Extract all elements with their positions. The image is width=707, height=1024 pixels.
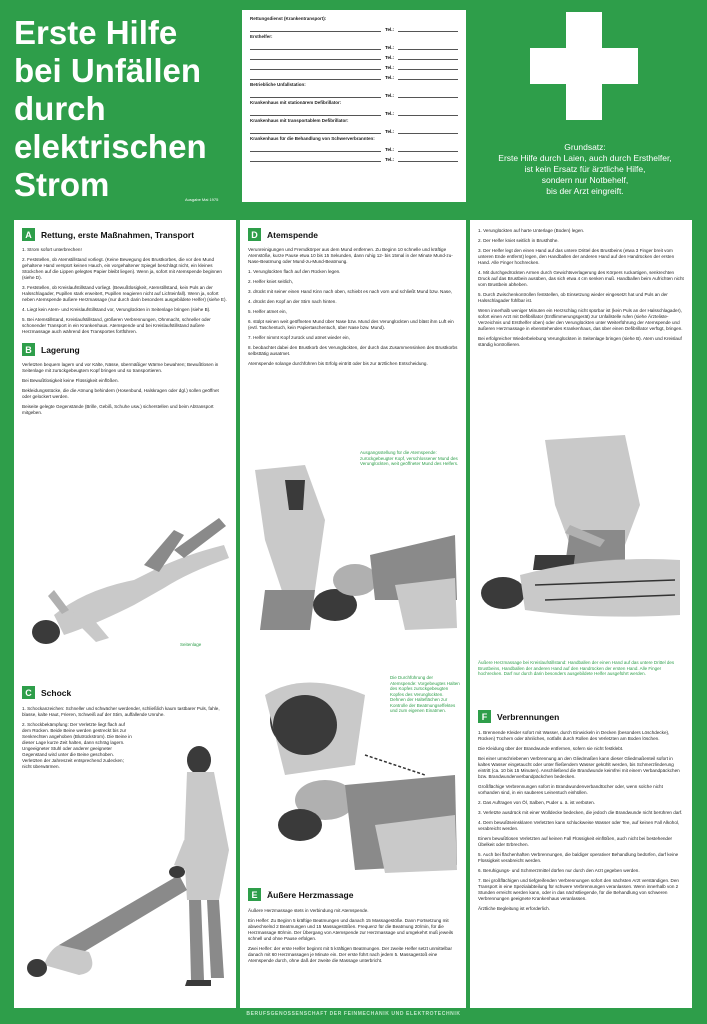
section-text: 5. Durch Zwischenkontrollen feststellen, ob Einsetzung wieder eingesetzt hat und Puls an der Halsschlagader fühlbar ist.: [478, 292, 668, 303]
form-label: Rettungsdienst (Krankentransport):: [250, 16, 327, 21]
shock-position-illustration: [19, 740, 234, 995]
form-line[interactable]: Tel.:: [250, 62, 458, 70]
column-middle: [240, 220, 466, 1008]
recovery-position-illustration: [24, 510, 229, 650]
mouth-to-nose-illustration: [245, 460, 460, 640]
chest-compression-caption: Äußere Herzmassage bei Kreislaufstillstand: Handballen der einen Hand auf das untere Drittel des Brustbeins, Handballen der anderen Hand auf den Handrücken der ersten Hand. Alle Finger hochrecken. Darf nur durch darin besonders ausgebildete Helfer ausgeführt werden.: [478, 660, 675, 676]
section-text: Bei erfolgreicher Wiederbelebung Verunglückten in Seitenlage bringen (siehe B). Atem und Kreislauf ständig kontrollieren.: [478, 336, 682, 347]
breathing-start-caption: Ausgangsstellung für die Atemspende: zurückgebeugter Kopf, verschlossener Mund des Verunglückten, weit geöffneter Mund des Helfers.: [360, 450, 459, 466]
section-text: 4. Mit durchgedrückten Armen durch Gewichtsverlagerung des Körpers ruckartigen, senkrechten Druck auf das Brustbein ausüben, das sich etwa 4 cm senken muß. Handballen beim Aufrichten nicht vom Brustbein abheben.: [478, 270, 684, 287]
section-text: Ein Helfer: Zu Beginn 5 kräftige Beatmungen und danach 15 Massagestöße. Dann Fortsetzung mit abwechselnd 2 Beatmungen und 15 Massagestößen. Frequenz für die Beatmung 20/min, für die Herzmassage 80/min. Der Übergang von Atemspende zur Herzmassage und umgekehrt muß jeweils schnell und ohne Pause erfolgen.: [248, 918, 454, 941]
title-line: elektrischen: [14, 128, 207, 165]
section-text: 1. Verunglückten flach auf den Rücken legen.: [248, 269, 341, 274]
section-text: 4. Dem bewußtseinsklaren Verletzten kann schluckweise Wasser oder Tee, auf keinen Fall Alkohol, verabreicht werden.: [478, 820, 680, 831]
section-b-header: [22, 343, 228, 356]
section-text: 2. Feststellen, ob Atemstillstand vorliegt. (Keine Bewegung des Brustkorbes, die vor den Mund gehaltene Hand verspürt keinen Hauch, ein vorgehaltener Spiegel beschlägt nicht, ein kleines Stückchen auf die Lippen gelegtes Papier bleibt liegen). Wenn ja, sofort mit Atemspende beginnen (siehe D).: [22, 257, 222, 280]
form-line[interactable]: Tel.:: [250, 42, 458, 50]
section-text: Die Kleidung über der Brandwunde entfernen, sofern sie nicht festklebt.: [478, 746, 624, 751]
section-a-header: [22, 228, 228, 241]
form-line[interactable]: Tel.:: [250, 24, 458, 32]
section-text: 5. Bei Atemstillstand, Kreislaufstillstand, größeren Verbrennungen, Ohnmacht, schneller oder schonender Transport in ein Krankenhaus. Atemspende und bei Kreislaufstillstand äußere Herzmassage auch während des Transportes fortführen.: [22, 317, 211, 334]
title-line: bei Unfällen: [14, 52, 202, 89]
section-text: Wenn innerhalb weniger Minuten ein Herzschlag nicht spürbar ist (kein Puls an der Halsschlagader), sofort einen Arzt mit Defibrillator (Entflimmerungsgerät) zur Unfallstelle rufen (siehe Ärzteliste-Verzeichnis und Ersthelfer oben) oder den Verunglückten unter Weiterführung der Atemspende und äußeren Herzmassage in ebenstehendes Krankenhaus, das über einen Defibrillator verfügt, bringen.: [478, 308, 683, 331]
principle-statement: Grundsatz: Erste Hilfe durch Laien, auch durch Ersthelfer, ist kein Ersatz für ärztliche Hilfe, sondern nur Notbehelf, bis der Arzt eingreift.: [498, 142, 672, 196]
section-d-header: [248, 228, 458, 241]
section-text: 7. Helfer nimmt Kopf zurück und atmet wieder ein,: [248, 335, 350, 340]
section-text: Großflächige Verbrennungen sofort in Brandwundenverbandtücher oder, wenn solche nicht vorhanden sind, in ein sauberes Leinentuch einhüllen.: [478, 784, 663, 795]
title-line: durch: [14, 90, 106, 127]
section-f-header: [478, 710, 559, 723]
section-text: Beiseite gelegte Gegenstände (Brille, Gebiß, Schuhe usw.) sicherstellen und beim Abtransport mitgeben.: [22, 404, 214, 415]
edition-label: Ausgabe Mai 1975: [185, 197, 219, 202]
section-title: Rettung, erste Maßnahmen, Transport: [41, 229, 195, 240]
section-c-header: [22, 686, 71, 699]
first-aid-cross-icon: [530, 12, 638, 120]
section-text: 3. drückt mit seiner einen Hand Kinn nach oben, schiebt es nach vorn und schließt Mund bzw. Nase,: [248, 289, 453, 294]
section-text: 2. Das Auftragen von Öl, Salben, Puder u. ä. ist verboten.: [478, 800, 595, 805]
section-letter-badge: C: [22, 686, 35, 699]
section-text: Atemspende solange durchführen bis Erfolg eintritt oder bis zur ärztlichen Entscheidung.: [248, 361, 428, 366]
section-text: 5. Helfer atmet ein,: [248, 309, 287, 314]
section-text: Äußere Herzmassage stets in Verbindung mit Atemspende.: [248, 908, 369, 913]
column-left: [14, 220, 236, 1008]
column-right: [470, 220, 692, 1008]
section-text: 4. Liegt kein Atem- und Kreislaufstillstand vor, Verunglückten in Seitenlage bringen (siehe B).: [22, 307, 211, 312]
poster-title: [14, 14, 234, 204]
publisher-footer: BERUFSGENOSSENSCHAFT DER FEINMECHANIK UND ELEKTROTECHNIK: [246, 1011, 461, 1017]
form-label: Betriebliche Unfallstation:: [250, 82, 306, 87]
section-e-header: [248, 888, 353, 901]
section-title: Äußere Herzmassage: [267, 889, 354, 900]
section-text: 3. Der Helfer legt den einen Hand auf das untere Drittel des Brustbeins (etwa 3 Finger breit vom unteren Ende entfernt) legen, den Handballen der anderen Hand auf den Handrücken der ersten Hand. Alle Finger hochrecken.: [478, 248, 675, 265]
section-text: Bei Bewußtlosigkeit keine Flüssigkeit einflößen.: [22, 378, 119, 383]
section-text: 6. stülpt seinen weit geöffneten Mund über Nase bzw. Mund des Verunglückten und bläst ihm Luft ein (evtl. Taschentuch, kein Papiertaschentuch, über Nase bzw. Mund).: [248, 319, 454, 330]
form-line[interactable]: Tel.:: [250, 52, 458, 60]
section-letter-badge: B: [22, 343, 35, 356]
recovery-position-caption: Seitenlage: [180, 642, 202, 647]
form-label: Ersthelfer:: [250, 34, 273, 39]
form-label: Krankenhaus für die Behandlung von Schwerverbrannten:: [250, 136, 375, 141]
section-text: Bei einer umschriebenen Verbrennung an den Gliedmaßen kann dieser Gliedmaßenteil sofort in kaltes Wasser eingetaucht oder unter fließendem Wasser gekühlt werden, bis Schmerzlinderung eintritt (ca. 10 bis 15 Minuten). Anschließend die Brandwunde keimfrei mit einem Verbandpäckchen bzw. Brandwundenverbandpäckchen bedecken.: [478, 756, 680, 779]
section-text: 1. Strom sofort unterbrechen!: [22, 247, 82, 252]
chest-compression-illustration: [475, 435, 685, 630]
section-text: 8. beobachtet dabei den Brustkorb des Verunglückten, der durch das Zusammensinken des Brustkorbs selbsttätig ausatmet.: [248, 345, 458, 356]
section-text: 1. Schockanzeichen: Schneller und schwächer werdender, schließlich kaum tastbarer Puls, fahle, blasse, kalte Haut, Frieren, Schweiß auf der Stirn, auffallende Unruhe.: [22, 706, 220, 717]
form-line[interactable]: Tel.:: [250, 108, 458, 116]
title-line: Strom: [14, 166, 110, 203]
section-text: 1. Brennende Kleider sofort mit Wasser, durch Einwickeln in Decken (besonders Löschdecke), Rücken) Tüchern oder ähnliches, notfalls durch Rollen des Verletzten am Boden löschen.: [478, 730, 670, 741]
form-line[interactable]: Tel.:: [250, 144, 458, 152]
section-text: 3. Verletzte ausdrück mit einer Wolldecke bedecken, die jedoch die Brandwunde nicht berühren darf.: [478, 810, 683, 815]
form-line[interactable]: Tel.:: [250, 154, 458, 162]
section-text: Verletzten bequem lagern und vor Kälte, Nässe, übermäßiger Wärme bewahren; Bewußtlosen in Seitenlage mit zurückgebeugtem Kopf bringen und so transportieren.: [22, 362, 219, 373]
section-title: Lagerung: [41, 344, 80, 355]
section-text: Einem bewußtlosen Verletzten auf keinen Fall Flüssigkeit einflößen, auch nicht bei bestehender Übelkeit oder Erbrechen.: [478, 836, 673, 847]
section-title: Schock: [41, 687, 72, 698]
section-text: 7. Bei großflächigen und tiefgreifenden Verbrennungen sofort den nächsten Arzt verständigen. Den Transport in eine Spezialabteilung für schwere Verbrennungen veranlassen. Wenn innerhalb von 2 Stunden erreicht werden kann, oder in das nächstliegende, für die Behandlung von schweren Verbrennungen geeignete Krankenhaus veranlassen.: [478, 878, 679, 901]
section-letter-badge: A: [22, 228, 35, 241]
form-line[interactable]: Tel.:: [250, 126, 458, 134]
section-title: Verbrennungen: [497, 711, 560, 722]
section-letter-badge: D: [248, 228, 261, 241]
section-text: 5. Auch bei flächenhaften Verbrennungen, die baldiger operativer Behandlung bedürfen, darf keine Flüssigkeit verabreicht werden.: [478, 852, 679, 863]
form-label: Krankenhaus mit stationärem Defibrillator:: [250, 100, 342, 105]
section-letter-badge: F: [478, 710, 491, 723]
section-text: 3. Feststellen, ob Kreislaufstillstand vorliegt. (Bewußtlosigkeit, Atemstillstand, kein Puls an der Halsschlagader, Pupillen stark erweitert, Pupillen reagieren nicht auf Lichteinfall). Wenn ja, sofort neben Atemspende äußere Herzmassage (nur durch darin besonders ausgebildete Helfer) (siehe E).: [22, 285, 227, 302]
section-text: 4. drückt den Kopf an der Stirn nach hinten.: [248, 299, 337, 304]
section-title: Atemspende: [267, 229, 319, 240]
section-text: 2. Der Helfer kniet seitlich in Brusthöhe.: [478, 238, 559, 243]
section-text: 2. Helfer kniet seitlich,: [248, 279, 293, 284]
form-line[interactable]: Tel.:: [250, 90, 458, 98]
section-text: 1. Verunglückten auf harte Unterlage (Boden) legen.: [478, 228, 585, 233]
title-line: Erste Hilfe: [14, 14, 178, 51]
section-text: Verunreinigungen und Fremdkörper aus dem Mund entfernen. Zu Beginn 10 schnelle und kräftige Atemstöße, kurze Pause etwa 10 bis 15 Sekunden, dann ruhig 12- bis 15mal in der Minute Mund-zu-Nase-Beatmung oder Mund-zu-Mund-Beatmung.: [248, 247, 453, 264]
section-letter-badge: E: [248, 888, 261, 901]
section-text: 6. Beruhigungs- und Schmerzmittel dürfen nur durch den Arzt gegeben werden.: [478, 868, 640, 873]
section-text: Bekleidungsstücke, die die Atmung behindern (Hosenbund, Halskragen oder dgl.) sollen geöffnet oder gelockert werden.: [22, 388, 219, 399]
section-text: 2. Schockbekämpfung: Der Verletzte liegt flach auf dem Rücken. Beide Beine werden gestreckt bis zur Senkrechten angehoben (Blutrückstrom). Die Beine in dieser Lage kurze Zeit halten, dann schräg lagern. Ungeeigneter Stuhl oder anderer geeigneter Gegenstand wird unter die Beine geschoben. Verletzten der Jahreszeit entsprechend zudecken; nicht überwärmen.: [22, 722, 132, 769]
form-line[interactable]: Tel.:: [250, 72, 458, 80]
form-label: Krankenhaus mit transportablem Defibrillator:: [250, 118, 349, 123]
section-text: Ärztliche Begleitung ist erforderlich.: [478, 906, 551, 911]
emergency-contacts-form: [242, 10, 466, 202]
section-text: Zwei Helfer: der erste Helfer beginnt mit 5 kräftigen Beatmungen. Der zweite Helfer setzt unmittelbar danach mit 60 Herzmassagen je Minute ein. Der erste führt nach jedem 5. Massagestoß eine Atemspende durch, ohne daß der zweite die Massage unterbricht.: [248, 946, 453, 963]
breathing-execution-caption: Die Durchführung der Atemspende: Vorgebeugtes Halten des Kopfes zurückgebeugten Kopfes des Verunglückten. Dehnen der Halteflächen zur Kontrolle der Beatmungseffektes und zum eigenen Einatmen.: [390, 675, 460, 713]
